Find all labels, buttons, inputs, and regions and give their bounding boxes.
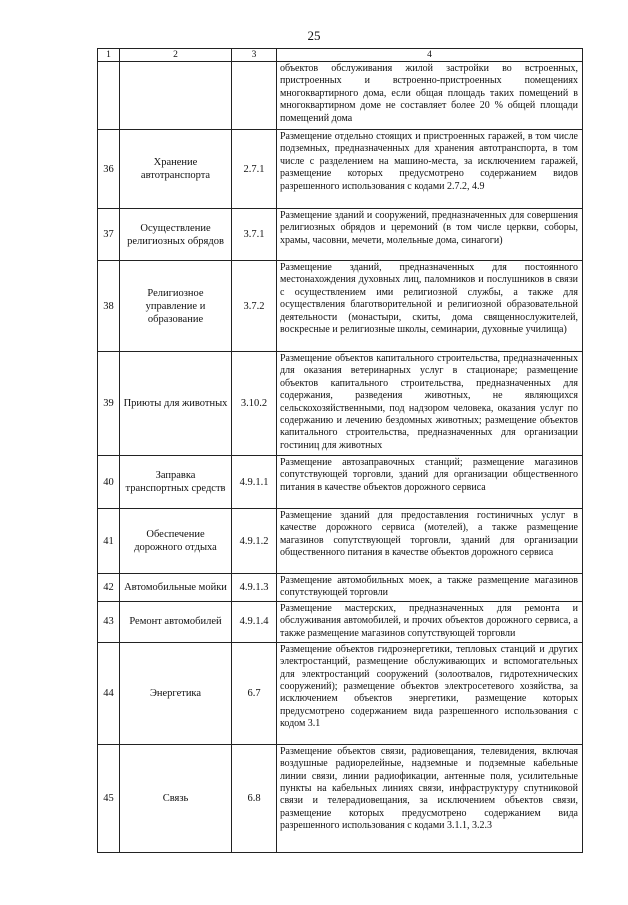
row-description: Размещение автозаправочных станций; размещение магазинов сопутствующей торговли, зданий для организации общественного питания в качестве объектов дорожного сервиса [277, 456, 583, 509]
continuation-row [98, 62, 583, 130]
table-row [98, 574, 583, 602]
land-use-table [97, 48, 583, 853]
row-number: 44 [98, 642, 120, 744]
row-name: Автомобильные мойки [120, 574, 232, 602]
row-description: Размещение зданий и сооружений, предназначенных для совершения религиозных обрядов и церемоний (в том числе церкви, соборы, храмы, часовни, мечети, молельные дома, синагоги) [277, 209, 583, 261]
continuation-num-cell [98, 62, 120, 130]
continuation-description: объектов обслуживания жилой застройки во встроенных, пристроенных и встроенно-пристроенных помещениях многоквартирного дома, если общая площадь таких помещений в многоквартирном доме не составляет более 20 % общей площади помещений дома [277, 62, 583, 130]
row-description: Размещение зданий для предоставления гостиничных услуг в качестве дорожного сервиса (мотелей), а также размещение магазинов сопутствующей торговли, зданий для организации общественного питания в качестве объектов дорожного сервиса [277, 509, 583, 574]
header-cell-3: 3 [232, 49, 277, 62]
continuation-name-cell [120, 62, 232, 130]
row-number: 45 [98, 744, 120, 852]
header-cell-1: 1 [98, 49, 120, 62]
table-row [98, 509, 583, 574]
table-row [98, 744, 583, 852]
row-code: 4.9.1.1 [232, 456, 277, 509]
row-code: 6.8 [232, 744, 277, 852]
row-name: Приюты для животных [120, 352, 232, 456]
row-description: Размещение отдельно стоящих и пристроенных гаражей, в том числе подземных, предназначенных для хранения автотранспорта, в том числе с разделением на машино-места, за исключением гаражей, размещение которых предусмотрено содержанием видов разрешенного использования с кодами 2.7.2, 4.9 [277, 130, 583, 209]
row-description: Размещение мастерских, предназначенных для ремонта и обслуживания автомобилей, и прочих объектов дорожного сервиса, а также размещение магазинов сопутствующей торговли [277, 601, 583, 642]
row-code: 6.7 [232, 642, 277, 744]
header-cell-2: 2 [120, 49, 232, 62]
table-row [98, 456, 583, 509]
row-description: Размещение объектов связи, радиовещания, телевидения, включая воздушные радиорелейные, надземные и подземные кабельные линии связи, линии радиофикации, антенные поля, усилительные пункты на кабельных линиях связи, инфраструктуру спутниковой связи и телерадиовещания, за исключением объектов связи, размещение которых предусмотрено содержанием вида разрешенного использования с кодами 3.1.1, 3.2.3 [277, 744, 583, 852]
row-number: 37 [98, 209, 120, 261]
row-description: Размещение объектов капитального строительства, предназначенных для оказания ветеринарных услуг в стационаре; размещение объектов капитального строительства, предназначенных для содержания, разведения животных, не являющихся сельскохозяйственными, под надзором человека, оказания услуг по содержанию и лечению бездомных животных; размещение объектов капитального строительства, предназначенных для организации гостиниц для животных [277, 352, 583, 456]
continuation-code-cell [232, 62, 277, 130]
row-name: Обеспечение дорожного отдыха [120, 509, 232, 574]
table-body [98, 130, 583, 853]
row-name: Осуществление религиозных обрядов [120, 209, 232, 261]
row-code: 3.7.2 [232, 261, 277, 352]
row-name: Ремонт автомобилей [120, 601, 232, 642]
row-name: Хранение автотранспорта [120, 130, 232, 209]
row-code: 2.7.1 [232, 130, 277, 209]
row-code: 3.7.1 [232, 209, 277, 261]
row-description: Размещение автомобильных моек, а также размещение магазинов сопутствующей торговли [277, 574, 583, 602]
row-code: 3.10.2 [232, 352, 277, 456]
table-row [98, 642, 583, 744]
row-code: 4.9.1.2 [232, 509, 277, 574]
row-number: 43 [98, 601, 120, 642]
row-name: Энергетика [120, 642, 232, 744]
row-name: Связь [120, 744, 232, 852]
row-number: 42 [98, 574, 120, 602]
page-number: 25 [307, 28, 321, 43]
row-description: Размещение зданий, предназначенных для постоянного местонахождения духовных лиц, паломников и послушников в связи с осуществлением ими религиозной службы, а также для осуществления благотворительной и религиозной образовательной деятельности (монастыри, скиты, дома священнослужителей, воскресные и религиозные школы, семинарии, духовные училища) [277, 261, 583, 352]
table-row [98, 601, 583, 642]
table-row [98, 261, 583, 352]
row-description: Размещение объектов гидроэнергетики, тепловых станций и других электростанций, размещение обслуживающих и вспомогательных для электростанций сооружений (золоотвалов, гидротехнических сооружений); размещение объектов электросетевого хозяйства, за исключением объектов энергетики, размещение которых предусмотрено содержанием вида разрешенного использования с кодом 3.1 [277, 642, 583, 744]
table-row [98, 352, 583, 456]
row-name: Заправка транспортных средств [120, 456, 232, 509]
table-header-row [98, 49, 583, 62]
row-number: 36 [98, 130, 120, 209]
row-number: 39 [98, 352, 120, 456]
table-row [98, 209, 583, 261]
row-name: Религиозное управление и образование [120, 261, 232, 352]
row-number: 38 [98, 261, 120, 352]
table-row [98, 130, 583, 209]
row-number: 41 [98, 509, 120, 574]
header-cell-4: 4 [277, 49, 583, 62]
row-number: 40 [98, 456, 120, 509]
row-code: 4.9.1.4 [232, 601, 277, 642]
row-code: 4.9.1.3 [232, 574, 277, 602]
